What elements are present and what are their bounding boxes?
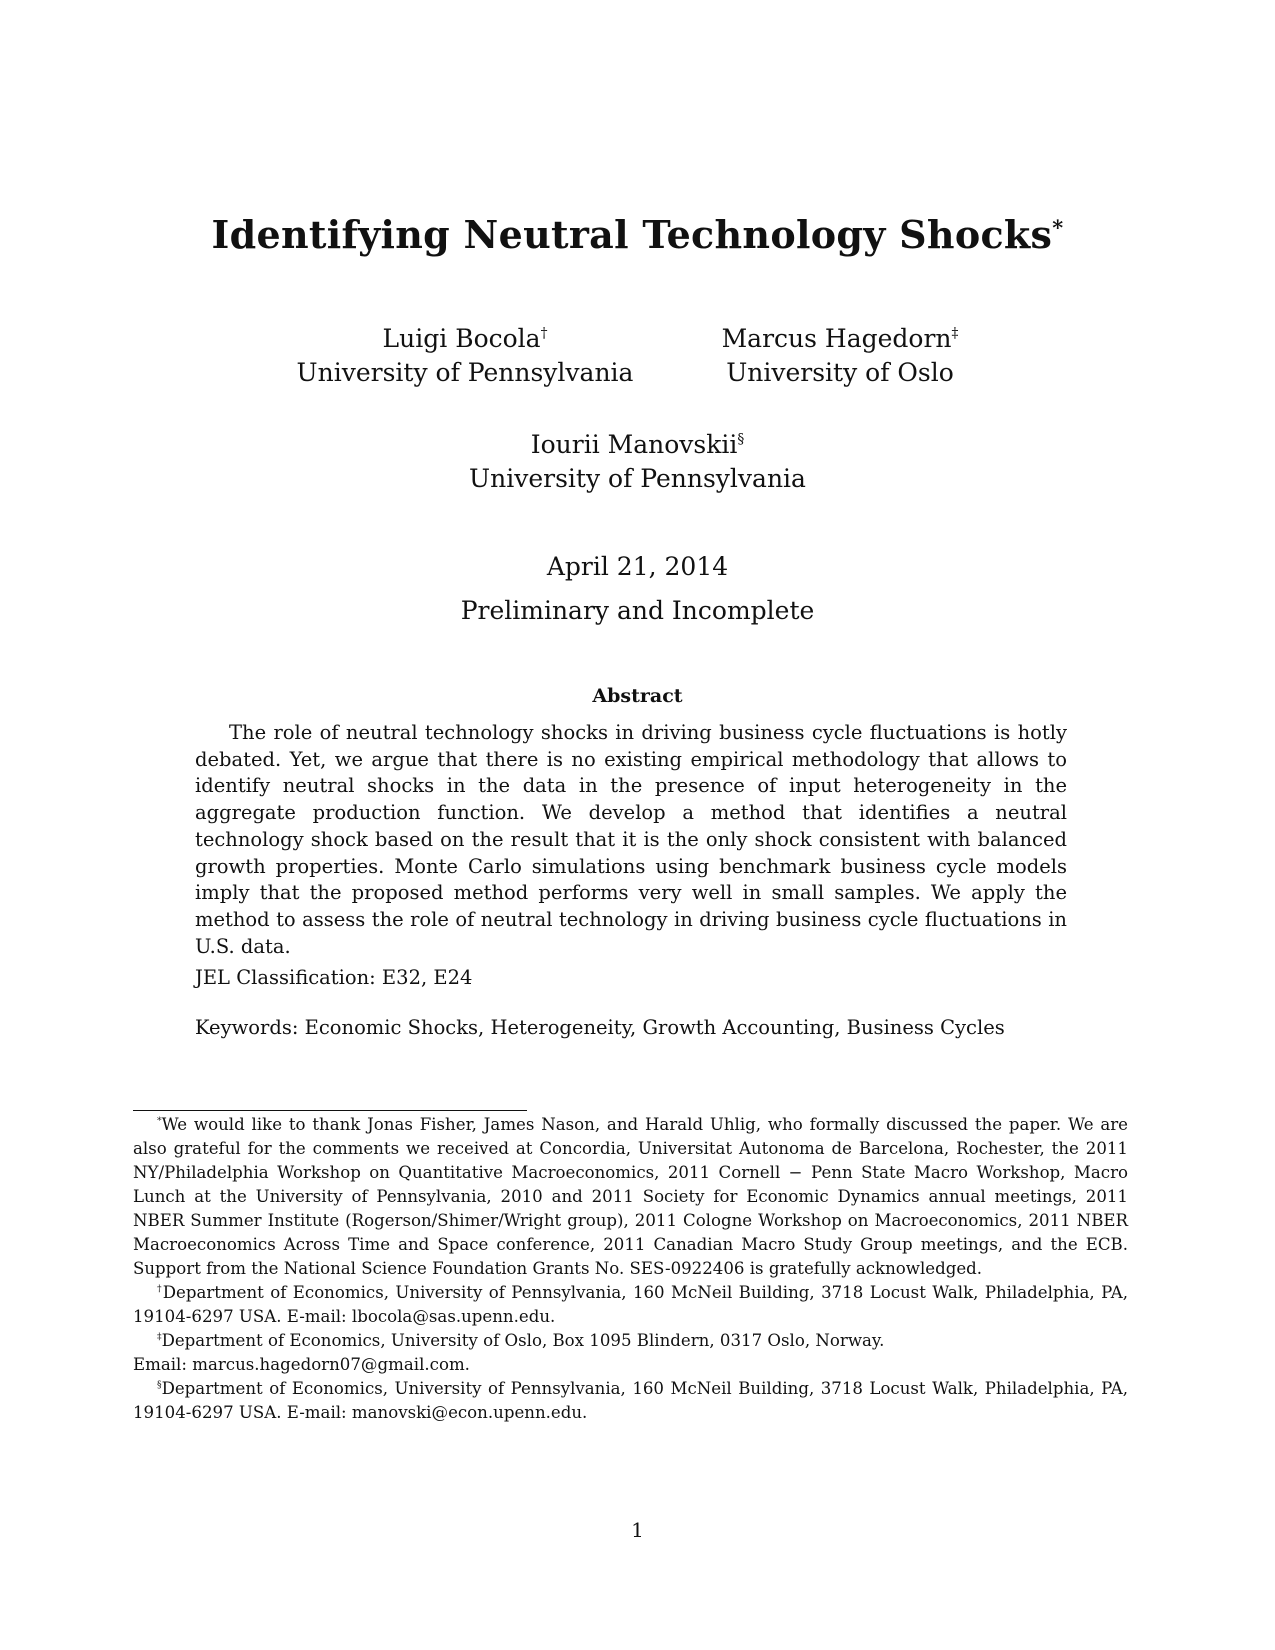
abstract-heading: Abstract — [592, 685, 683, 707]
paper-title: Identifying Neutral Technology Shocks* — [211, 212, 1064, 257]
footnote: ‡Department of Economics, University of Oslo, Box 1095 Blindern, 0317 Oslo, Norway. Email: marcus.hagedorn07@gmail.com. — [133, 1331, 885, 1374]
abstract-text: The role of neutral technology shocks in driving business cycle fluctuations is hotly debated. Yet, we argue that there is no existing empirical methodology that allows to identify neutral shocks in the data in the presence of input heterogeneity in the aggregate production function. We develop a method that identifies a neutral technology shock based on the result that it is the only shock consistent with balanced growth properties. Monte Carlo simulations using benchmark business cycle models imply that the proposed method performs very well in small samples. We apply the method to assess the role of neutral technology in driving business cycle fluctuations in U.S. data. — [195, 721, 1067, 958]
paper-date: April 21, 2014 — [546, 552, 729, 581]
author-affiliation: University of Pennsylvania — [296, 358, 634, 387]
footnote: †Department of Economics, University of Pennsylvania, 160 McNeil Building, 3718 Locust Walk, Philadelphia, PA, 19104-6297 USA. E-mail: lbocola@sas.upenn.edu. — [133, 1283, 1129, 1326]
author-affiliation: University of Oslo — [726, 358, 954, 387]
title-footnote-mark: * — [1052, 214, 1064, 240]
keywords: Keywords: Economic Shocks, Heterogeneity, Growth Accounting, Business Cycles — [195, 1016, 1005, 1039]
footnote: §Department of Economics, University of Pennsylvania, 160 McNeil Building, 3718 Locust Walk, Philadelphia, PA, 19104-6297 USA. E-mail: manovski@econ.upenn.edu. — [133, 1379, 1128, 1422]
author-name: Iourii Manovskii§ — [530, 430, 745, 459]
footnotes — [133, 1113, 1128, 1425]
paper-status: Preliminary and Incomplete — [460, 596, 815, 625]
author-name: Marcus Hagedorn‡ — [721, 324, 959, 353]
footnote: *We would like to thank Jonas Fisher, James Nason, and Harald Uhlig, who formally discussed the paper. We are also grateful for the comments we received at Concordia, Universitat Autonoma de Barcelona, Rochester, the 2011 NY/Philadelphia Workshop on Quantitative Macroeconomics, 2011 Cornell − Penn State Macro Workshop, Macro Lunch at the University of Pennsylvania, 2010 and 2011 Society for Economic Dynamics annual meetings, 2011 NBER Summer Institute (Rogerson/Shimer/Wright group), 2011 Cologne Workshop on Macroeconomics, 2011 NBER Macroeconomics Across Time and Space conference, 2011 Canadian Macro Study Group meetings, and the ECB. Support from the National Science Foundation Grants No. SES-0922406 is gratefully acknowledged. — [133, 1115, 1128, 1278]
footnote-rule — [133, 1110, 527, 1111]
author-affiliation: University of Pennsylvania — [469, 464, 806, 493]
author-name: Luigi Bocola† — [382, 324, 548, 353]
author-block — [265, 322, 665, 390]
author-block — [425, 428, 850, 496]
jel-classification: JEL Classification: E32, E24 — [195, 966, 473, 989]
page-number: 1 — [631, 1518, 644, 1542]
author-block — [690, 322, 990, 390]
